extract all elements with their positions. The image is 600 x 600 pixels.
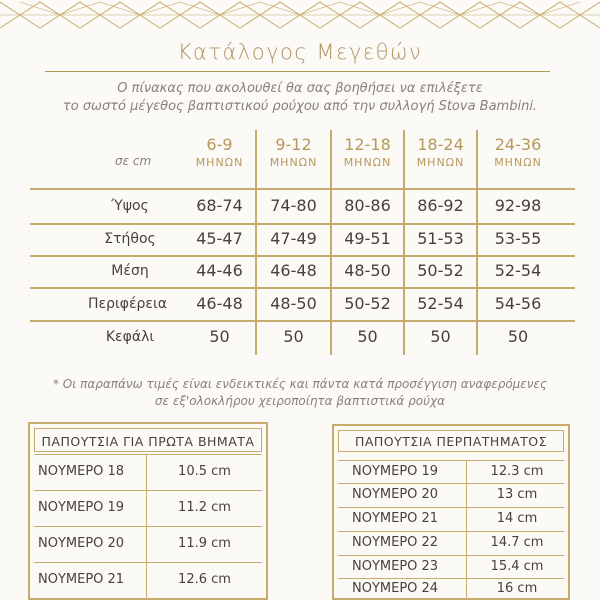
table-row <box>338 531 564 555</box>
column-header-6-9 <box>182 136 257 172</box>
first-steps-shoes-table <box>28 422 268 600</box>
table-row <box>34 454 262 490</box>
column-header-12-18 <box>332 136 403 172</box>
table-cell: 80-86 <box>344 196 391 215</box>
column-range: 18-24 <box>417 135 464 154</box>
shoe-size: ΝΟΥΜΕΡΟ 21 <box>38 572 125 587</box>
shoe-size: ΝΟΥΜΕΡΟ 19 <box>352 464 439 479</box>
column-unit: ΜΗΝΩΝ <box>195 156 244 169</box>
row-divider <box>30 320 575 322</box>
shoe-size: ΝΟΥΜΕΡΟ 22 <box>352 535 439 550</box>
table-cell: 52-54 <box>494 261 542 280</box>
table-cell: 92-98 <box>494 196 542 215</box>
column-unit: ΜΗΝΩΝ <box>343 156 392 169</box>
shoe-size: ΝΟΥΜΕΡΟ 21 <box>352 511 439 526</box>
shoe-length: 14.7 cm <box>490 535 544 550</box>
shoe-length: 12.3 cm <box>490 464 544 479</box>
first-steps-title: ΠΑΠΟΥΤΣΙΑ ΓΙΑ ΠΡΩΤΑ ΒΗΜΑΤΑ <box>41 434 255 449</box>
shoe-size: ΝΟΥΜΕΡΟ 20 <box>38 536 125 551</box>
shoe-length: 13 cm <box>496 487 538 502</box>
column-range: 12-18 <box>344 135 391 154</box>
shoe-size: ΝΟΥΜΕΡΟ 20 <box>352 487 439 502</box>
row-label-head: Κεφάλι <box>105 329 155 345</box>
table-cell: 54-56 <box>494 294 542 313</box>
shoe-size: ΝΟΥΜΕΡΟ 18 <box>38 464 125 479</box>
table-cell: 74-80 <box>270 196 317 215</box>
disclaimer-line-2: σε εξ'ολοκλήρου χειροποίητα βαπτιστικά ρούχα <box>154 394 446 408</box>
disclaimer-line-1: * Οι παραπάνω τιμές είναι ενδεικτικές και πάντα κατά προσέγγιση αναφερόμενες <box>52 377 548 391</box>
table-cell: 49-51 <box>344 229 391 248</box>
column-unit: ΜΗΝΩΝ <box>269 156 318 169</box>
shoe-size: ΝΟΥΜΕΡΟ 24 <box>352 581 439 596</box>
column-range: 24-36 <box>494 135 542 154</box>
column-header-9-12 <box>257 136 330 172</box>
shoe-length: 10.5 cm <box>178 464 231 479</box>
size-chart-table <box>30 130 575 355</box>
column-range: 9-12 <box>275 135 312 154</box>
table-row <box>34 562 262 598</box>
table-row <box>338 460 564 483</box>
table-cell: 53-55 <box>494 229 542 248</box>
table-cell: 46-48 <box>196 294 243 313</box>
row-label-waist: Μέση <box>111 263 149 279</box>
shoe-length: 15.4 cm <box>490 559 544 574</box>
intro-text-line-1: Ο πίνακας που ακολουθεί θα σας βοηθήσει να επιλέξετε <box>117 81 483 96</box>
table-cell: 52-54 <box>417 294 464 313</box>
table-cell: 50 <box>283 327 304 346</box>
title-divider <box>45 71 550 72</box>
page-title: Κατάλογος Μεγεθών <box>177 40 423 64</box>
table-cell: 47-49 <box>270 229 317 248</box>
unit-label: σε cm <box>115 154 152 168</box>
column-unit: ΜΗΝΩΝ <box>416 156 465 169</box>
shoe-size: ΝΟΥΜΕΡΟ 23 <box>352 559 439 574</box>
table-cell: 46-48 <box>270 261 317 280</box>
table-row <box>338 578 564 598</box>
table-row <box>34 526 262 562</box>
table-cell: 48-50 <box>270 294 317 313</box>
walking-shoes-table <box>332 424 570 600</box>
column-range: 6-9 <box>206 135 233 154</box>
table-cell: 45-47 <box>196 229 243 248</box>
table-cell: 51-53 <box>417 229 464 248</box>
table-row <box>338 507 564 531</box>
table-cell: 50-52 <box>344 294 391 313</box>
row-divider <box>30 287 575 289</box>
shoe-length: 11.2 cm <box>178 500 231 515</box>
shoe-length: 11.9 cm <box>178 536 231 551</box>
shoe-length: 14 cm <box>496 511 538 526</box>
table-row <box>338 483 564 507</box>
table-row <box>338 555 564 578</box>
row-label-circumference: Περιφέρεια <box>88 296 167 312</box>
shoe-length: 16 cm <box>496 581 538 596</box>
table-cell: 50 <box>430 327 451 346</box>
geometric-border-decoration <box>0 0 600 30</box>
row-label-chest: Στήθος <box>104 231 156 247</box>
table-cell: 86-92 <box>417 196 464 215</box>
column-unit: ΜΗΝΩΝ <box>494 156 542 169</box>
intro-text-line-2: το σωστό μέγεθος βαπτιστικού ρούχου από την συλλογή Stova Bambini. <box>62 99 538 114</box>
walking-title: ΠΑΠΟΥΤΣΙΑ ΠΕΡΠΑΤΗΜΑΤΟΣ <box>354 434 548 449</box>
table-row <box>34 490 262 526</box>
row-divider <box>30 188 575 190</box>
shoe-length: 12.6 cm <box>178 572 231 587</box>
table-cell: 50 <box>209 327 230 346</box>
row-divider <box>30 255 575 257</box>
table-cell: 50 <box>357 327 378 346</box>
column-header-18-24 <box>405 136 476 172</box>
table-cell: 50 <box>507 327 529 346</box>
row-label-height: Ύψος <box>111 198 149 214</box>
column-header-24-36 <box>478 136 558 172</box>
table-cell: 48-50 <box>344 261 391 280</box>
table-cell: 68-74 <box>196 196 243 215</box>
table-cell: 50-52 <box>417 261 464 280</box>
table-cell: 44-46 <box>196 261 243 280</box>
shoe-size: ΝΟΥΜΕΡΟ 19 <box>38 500 125 515</box>
row-divider <box>30 223 575 225</box>
